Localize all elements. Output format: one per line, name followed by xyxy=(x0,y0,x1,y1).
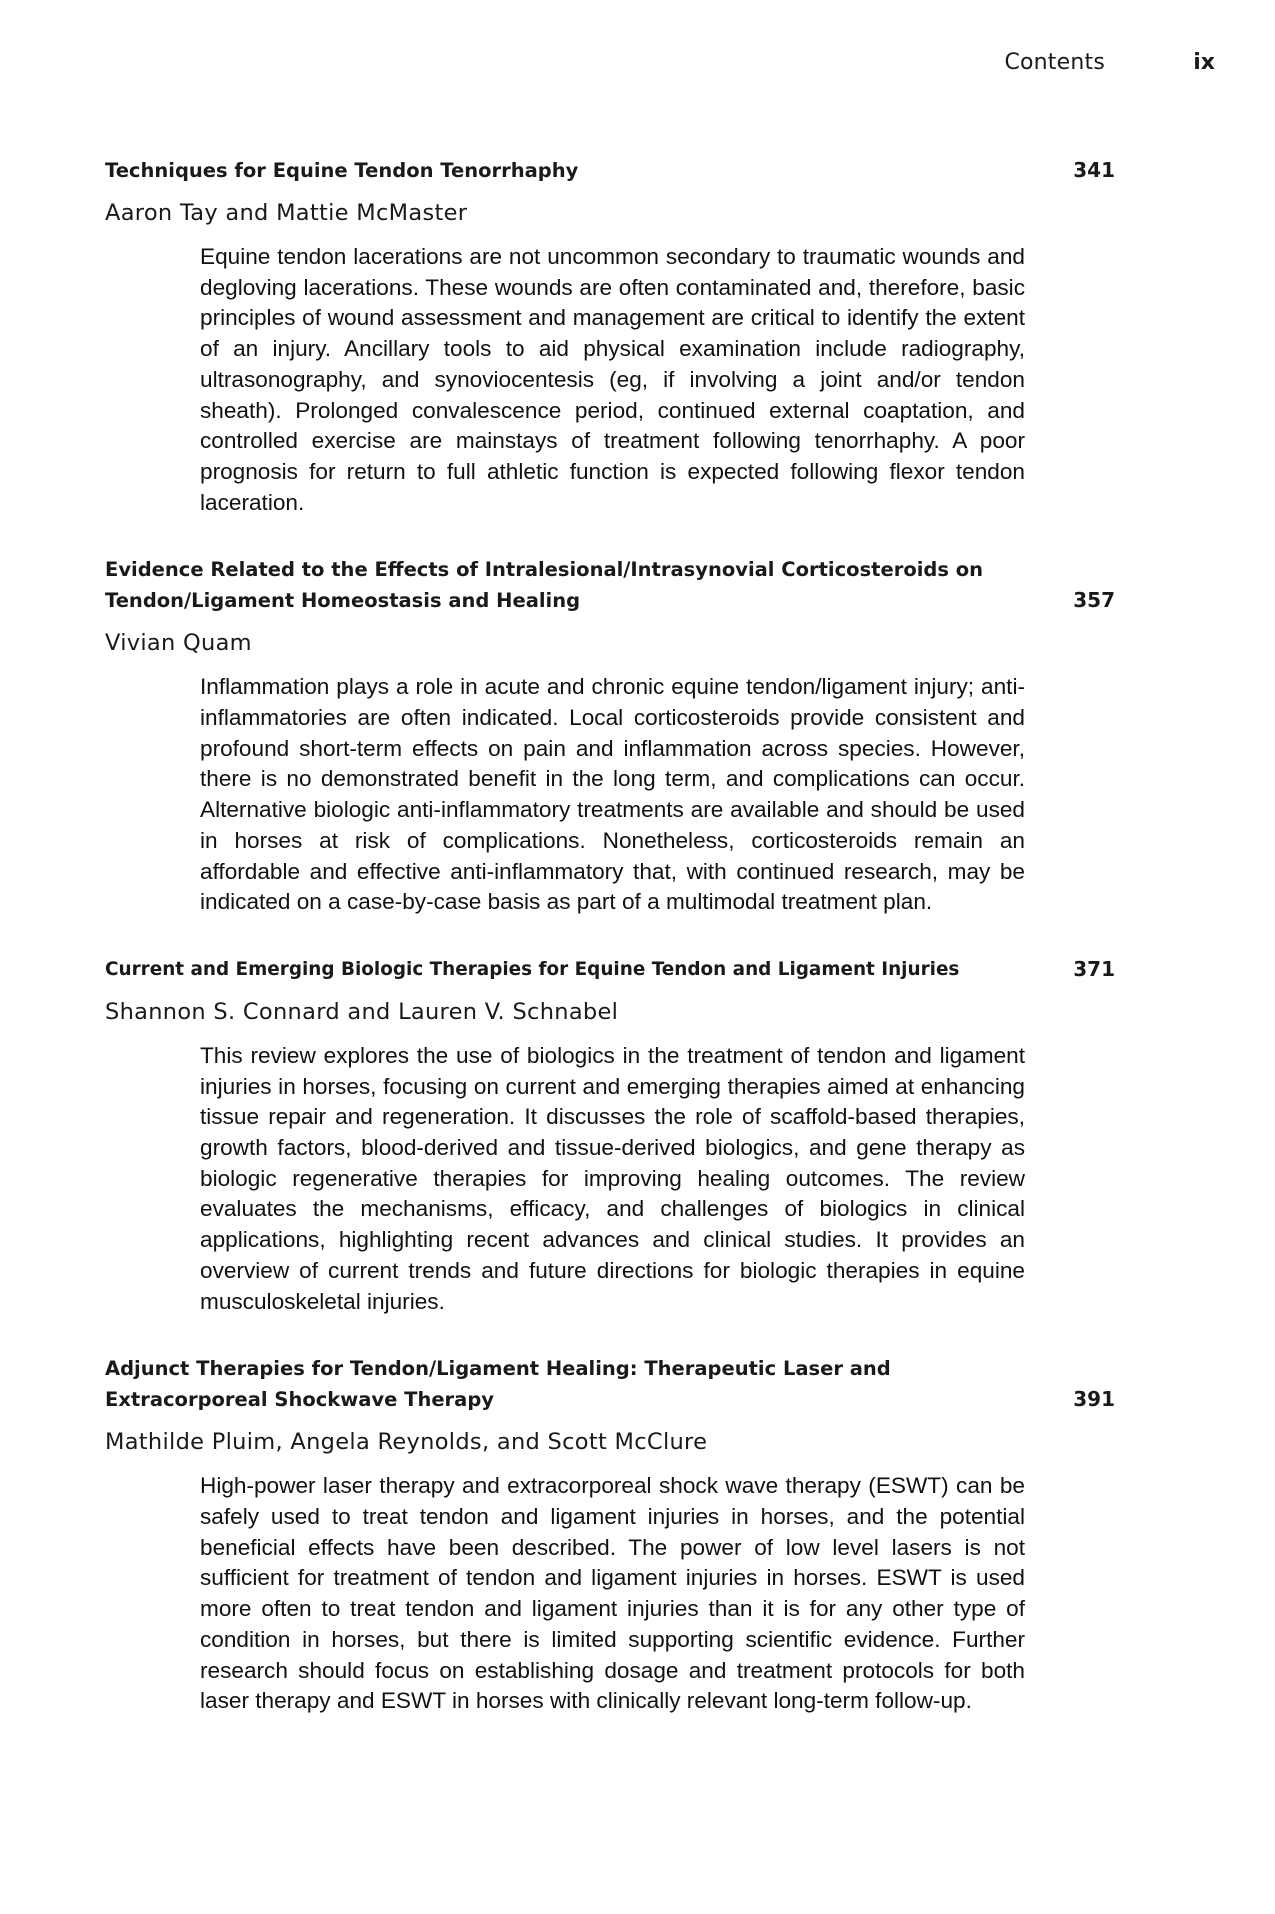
contents-list xyxy=(105,155,1115,1753)
article-authors: Vivian Quam xyxy=(105,630,252,657)
page-number: ix xyxy=(1193,50,1215,75)
entry-heading-row xyxy=(105,554,1115,616)
running-head xyxy=(0,50,1275,84)
article-title: Evidence Related to the Effects of Intralesional/Intrasynovial Corticosteroids on Tendon/Ligament Homeostasis and Healing xyxy=(105,558,984,613)
entry-heading-row xyxy=(105,954,1115,985)
article-title: Current and Emerging Biologic Therapies for Equine Tendon and Ligament Injuries xyxy=(105,958,960,980)
contents-entry xyxy=(105,954,1115,1317)
entry-heading-row xyxy=(105,1353,1115,1415)
contents-entry xyxy=(105,155,1115,518)
article-title: Techniques for Equine Tendon Tenorrhaphy xyxy=(105,159,579,182)
article-page-number: 371 xyxy=(1073,956,1115,981)
article-abstract: Inflammation plays a role in acute and chronic equine tendon/ligament injury; anti-inflammatories are often indicated. Local corticosteroids provide consistent and profound short-term effects on pain and inflammation across species. However, there is no demonstrated benefit in the long term, and complications can occur. Alternative biologic anti-inflammatory treatments are available and should be used in horses at risk of complications. Nonetheless, corticosteroids remain an affordable and effective anti-inflammatory that, with continued research, may be indicated on a case-by-case basis as part of a multimodal treatment plan. xyxy=(200,674,1025,915)
contents-entry xyxy=(105,554,1115,918)
article-abstract: Equine tendon lacerations are not uncommon secondary to traumatic wounds and degloving lacerations. These wounds are often contaminated and, therefore, basic principles of wound assessment and management are critical to identify the extent of an injury. Ancillary tools to aid physical examination include radiography, ultrasonography, and synoviocentesis (eg, if involving a joint and/or tendon sheath). Prolonged convalescence period, continued external coaptation, and controlled exercise are mainstays of treatment following tenorrhaphy. A poor prognosis for return to full athletic function is expected following flexor tendon laceration. xyxy=(200,244,1025,515)
contents-entry xyxy=(105,1353,1115,1717)
article-authors: Mathilde Pluim, Angela Reynolds, and Scott McClure xyxy=(105,1429,708,1456)
running-head-section: Contents xyxy=(1004,50,1105,75)
article-page-number: 357 xyxy=(1073,588,1115,613)
article-title: Adjunct Therapies for Tendon/Ligament Healing: Therapeutic Laser and Extracorporeal Shockwave Therapy xyxy=(105,1357,891,1412)
article-page-number: 391 xyxy=(1073,1387,1115,1412)
article-abstract: This review explores the use of biologics in the treatment of tendon and ligament injuries in horses, focusing on current and emerging therapies aimed at enhancing tissue repair and regeneration. It discusses the role of scaffold-based therapies, growth factors, blood-derived and tissue-derived biologics, and gene therapy as biologic regenerative therapies for improving healing outcomes. The review evaluates the mechanisms, efficacy, and challenges of biologics in clinical applications, highlighting recent advances and clinical studies. It provides an overview of current trends and future directions for biologic therapies in equine musculoskeletal injuries. xyxy=(200,1042,1025,1314)
entry-heading-row xyxy=(105,155,1115,186)
article-page-number: 341 xyxy=(1073,158,1115,182)
article-abstract: High-power laser therapy and extracorporeal shock wave therapy (ESWT) can be safely used to treat tendon and ligament injuries in horses, and the potential beneficial effects have been described. The power of low level lasers is not sufficient for treatment of tendon and ligament injuries in horses. ESWT is used more often to treat tendon and ligament injuries than it is for any other type of condition in horses, but there is limited supporting scientific evidence. Further research should focus on establishing dosage and treatment protocols for both laser therapy and ESWT in horses with clinically relevant long-term follow-up. xyxy=(200,1473,1025,1714)
article-authors: Aaron Tay and Mattie McMaster xyxy=(105,200,468,226)
article-authors: Shannon S. Connard and Lauren V. Schnabel xyxy=(105,998,619,1025)
